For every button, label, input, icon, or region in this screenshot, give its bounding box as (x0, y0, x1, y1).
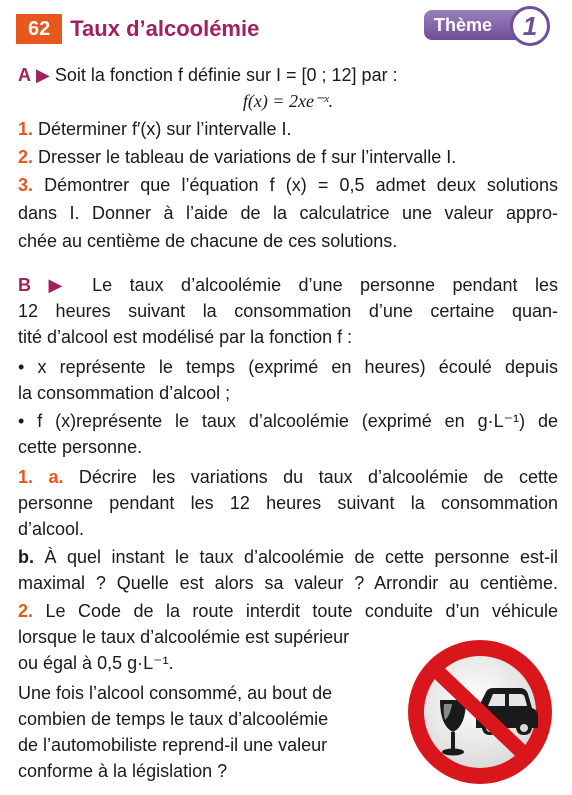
part-a-question-3-line-1 (18, 172, 558, 198)
part-b-q2-text-1: Le Code de la route interdit toute conduite d’un véhicule (45, 601, 558, 621)
part-b-q2-text-3: ou égal à 0,5 g·L⁻¹. (18, 653, 174, 673)
part-a-intro: Soit la fonction f définie sur I = [0 ; 12] par : (54, 65, 398, 85)
part-b-intro-2: 12 heures suivant la consommation d’une certaine quan- (18, 301, 558, 321)
part-b-q1a-label: a. (48, 467, 64, 487)
part-a-label: A (18, 65, 31, 85)
no-drink-driving-sign-icon (400, 636, 560, 788)
part-b-arrow-icon: ▶ (48, 275, 75, 295)
part-b-q2-text-2: lorsque le taux d’alcoolémie est supérieur (18, 627, 350, 647)
part-a-q1-number: 1. (18, 119, 34, 139)
exercise-title: Taux d’alcoolémie (70, 16, 260, 41)
part-b-bullet-1-line-2: la consommation d’alcool ; (18, 383, 231, 403)
part-a-q2-text: Dresser le tableau de variations de f sur l’intervalle I. (38, 147, 457, 167)
part-b-q1b-text-1: À quel instant le taux d’alcoolémie de cette personne est-il (44, 547, 558, 567)
part-b-q1a-text-2: personne pendant les 12 heures suivant la consommation (18, 493, 558, 513)
part-a-question-2 (18, 144, 558, 170)
part-b-intro-line-1 (18, 272, 558, 298)
part-b-question-1a-line-1 (18, 464, 558, 490)
part-a-q3-number: 3. (18, 175, 34, 195)
theme-label: Thème (424, 10, 530, 40)
part-b-q2-text-5: combien de temps le taux d’alcoolémie (18, 709, 329, 729)
part-a-formula: f(x) = 2xe⁻ˣ. (242, 91, 334, 111)
theme-badge (424, 6, 560, 48)
part-b-question-1b-line-1 (18, 544, 558, 570)
part-b-q1-number: 1. (18, 467, 34, 487)
part-a-q3-text-2: dans I. Donner à l’aide de la calculatrice une valeur appro- (18, 203, 558, 223)
part-b-intro-1: Le taux d’alcoolémie d’une personne pendant les (92, 275, 558, 295)
part-a-q3-text-1: Démontrer que l’équation f (x) = 0,5 admet deux solutions (44, 175, 558, 195)
part-b-q2-text-4: Une fois l’alcool consommé, au bout de (18, 683, 333, 703)
part-b-intro-3: tité d’alcool est modélisé par la fonction f : (18, 327, 353, 347)
part-b-question-2-line-1 (18, 598, 558, 624)
part-b-q2-number: 2. (18, 601, 34, 621)
part-b-label: B (18, 275, 31, 295)
part-a-intro-line (18, 62, 558, 88)
part-a-arrow-icon: ▶ (36, 65, 50, 85)
part-a-q1-text: Déterminer f′(x) sur l’intervalle I. (38, 119, 292, 139)
part-b-q1b-text-2: maximal ? Quelle est alors sa valeur ? Arrondir au centième. (18, 573, 558, 593)
theme-number: 1 (510, 6, 550, 46)
part-b-bullet-2-line-2: cette personne. (18, 437, 143, 457)
part-b-bullet-2-line-1: • f (x)représente le taux d’alcoolémie (exprimé en g·L⁻¹) de (18, 411, 558, 431)
part-a-q3-text-3: chée au centième de chacune de ces solutions. (18, 231, 398, 251)
part-a-q2-number: 2. (18, 147, 34, 167)
part-b-q1a-text-3: d’alcool. (18, 519, 85, 539)
exercise-number: 62 (16, 14, 62, 44)
part-b-q1b-label: b. (18, 547, 34, 567)
part-b-q2-text-7: conforme à la législation ? (18, 761, 228, 781)
part-b-q2-text-6: de l’automobiliste reprend-il une valeur (18, 735, 328, 755)
part-b-q1a-text-1: Décrire les variations du taux d’alcoolémie de cette (78, 467, 558, 487)
part-a-question-1 (18, 116, 558, 142)
exercise-header (16, 14, 259, 44)
part-b-bullet-1-line-1: • x représente le temps (exprimé en heures) écoulé depuis (18, 357, 558, 377)
